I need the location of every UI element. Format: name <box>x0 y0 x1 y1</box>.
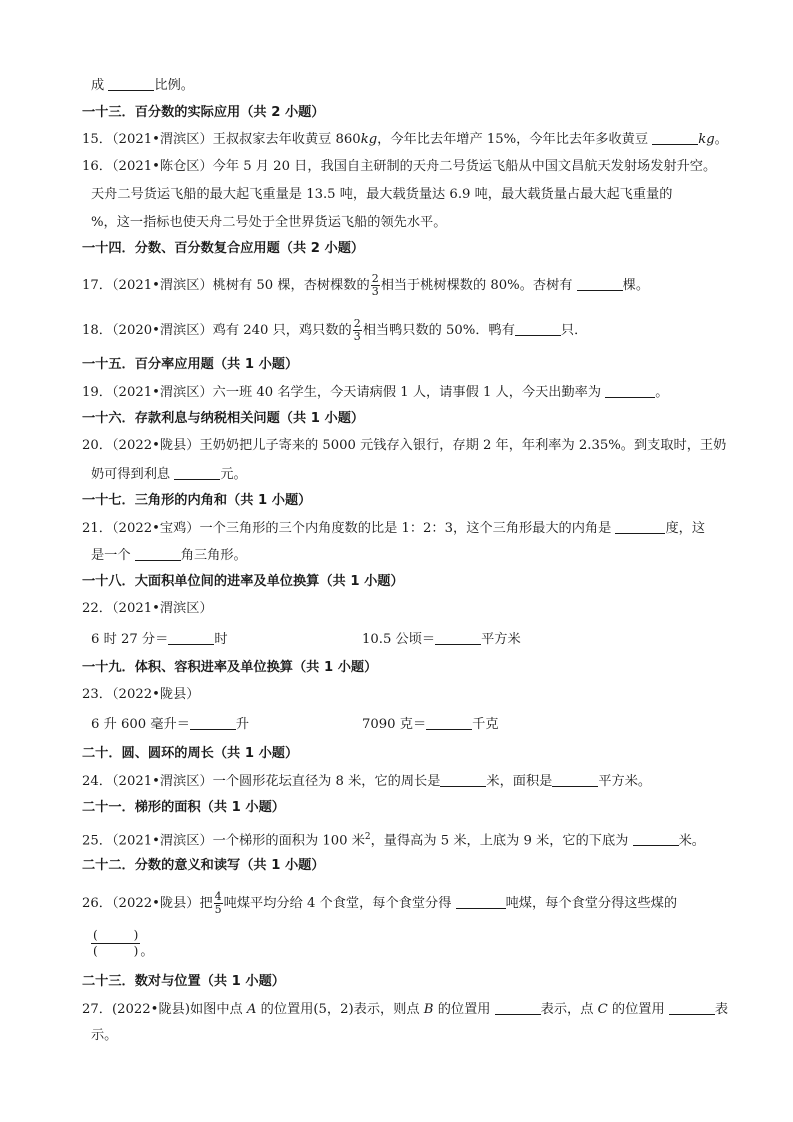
fraction <box>214 891 223 916</box>
text: ，今年比去年增产 15%，今年比去年多收黄豆 <box>377 132 653 147</box>
answer-blank[interactable] <box>633 831 679 846</box>
section-heading-21: 二十一．梯形的面积（共 1 小题） <box>82 800 285 815</box>
text: 的位置用(5，2)表示，则点 <box>256 1002 424 1017</box>
text: 米。 <box>678 833 705 849</box>
question-24 <box>82 772 651 791</box>
text: 平方米 <box>481 632 521 647</box>
text: 表示，点 <box>540 1002 598 1017</box>
question-16-line-1: 16．（2021•陈仓区）今年 5 月 20 日，我国自主研制的天舟二号货运飞船从中国文昌航天发射场发射升空。 <box>82 159 717 174</box>
text: 奶可得到利息 <box>91 467 175 482</box>
question-27-line-2: 示。 <box>91 1028 118 1043</box>
point-label: A <box>246 1002 257 1017</box>
text: 棵。 <box>622 278 650 293</box>
question-18 <box>82 318 587 343</box>
fraction <box>371 273 380 298</box>
question-19 <box>82 383 668 402</box>
answer-blank[interactable] <box>652 130 698 145</box>
text: 升 <box>235 717 250 732</box>
text: 17．（2021•渭滨区）桃树有 50 棵，杏树棵数的 <box>82 278 370 293</box>
question-23-items <box>91 715 249 734</box>
text: 6 时 27 分＝ <box>91 632 169 647</box>
answer-blank[interactable] <box>669 1000 715 1015</box>
question-23-item-2 <box>362 715 499 734</box>
text: 成 <box>91 78 109 93</box>
answer-blank[interactable] <box>577 276 623 291</box>
answer-blank[interactable] <box>135 546 181 561</box>
text: 米，面积是 <box>486 774 553 789</box>
question-15 <box>82 130 728 149</box>
text: %，这一指标也使天舟二号处于全世界货运飞船的领先水平。 <box>91 215 447 230</box>
denominator: 3 <box>353 330 361 343</box>
text: 元。 <box>220 467 247 482</box>
answer-blank[interactable] <box>552 772 598 787</box>
question-21-line-1 <box>82 519 705 538</box>
text: 。 <box>140 944 154 959</box>
text: 相当于桃树棵数的 80%。杏树有 <box>380 278 577 293</box>
text: 18．（2020•渭滨区）鸡有 240 只，鸡只数的 <box>82 323 352 338</box>
numerator: 2 <box>353 317 361 330</box>
text: 25．（2021•渭滨区）一个梯形的面积为 100 米 <box>82 833 365 849</box>
question-22-items <box>91 630 228 649</box>
denominator: 3 <box>371 285 379 298</box>
question-22-header: 22．（2021•渭滨区） <box>82 601 213 616</box>
section-heading-23: 二十三．数对与位置（共 1 小题） <box>82 974 285 989</box>
text: 。 <box>655 385 669 400</box>
text: 15．（2021•渭滨区）王叔叔家去年收黄豆 860 <box>82 132 361 147</box>
question-20-line-2 <box>91 465 247 484</box>
question-26-line-1 <box>82 891 677 916</box>
text: 角三角形。 <box>180 548 247 563</box>
text: 千克 <box>472 717 499 732</box>
text: 时 <box>214 632 228 647</box>
text: 吨煤平均分给 4 个食堂，每个食堂分得 <box>223 896 456 911</box>
answer-blank[interactable] <box>615 519 665 534</box>
question-21-line-2 <box>91 546 247 565</box>
text: 比例。 <box>154 78 194 93</box>
text: 24．（2021•渭滨区）一个圆形花坛直径为 8 米，它的周长是 <box>82 774 441 789</box>
question-25 <box>82 828 705 850</box>
text: 是一个 <box>91 548 135 563</box>
text: 27．(2022•陇县)如图中点 <box>82 1002 247 1017</box>
section-heading-18: 一十八．大面积单位间的进率及单位换算（共 1 小题） <box>82 574 404 589</box>
section-heading-15: 一十五．百分率应用题（共 1 小题） <box>82 357 299 372</box>
text: 只． <box>560 323 588 338</box>
text: ，量得高为 5 米，上底为 9 米，它的下底为 <box>370 833 633 849</box>
answer-blank[interactable] <box>515 321 561 336</box>
answer-blank[interactable] <box>426 715 472 730</box>
denominator-blank[interactable]: ( ) <box>93 944 139 958</box>
answer-blank[interactable] <box>174 465 220 480</box>
answer-blank[interactable] <box>456 894 506 909</box>
answer-blank[interactable] <box>440 772 486 787</box>
text: 度，这 <box>665 521 706 536</box>
text: 19．（2021•渭滨区）六一班 40 名学生，今天请病假 1 人，请事假 1 人，今天出勤率为 <box>82 385 606 400</box>
question-22-item-2 <box>362 630 521 649</box>
answer-blank[interactable] <box>435 630 481 645</box>
fraction <box>353 318 362 343</box>
text: 的位置用 <box>433 1002 495 1017</box>
section-heading-16: 一十六．存款利息与纳税相关问题（共 1 小题） <box>82 411 365 426</box>
text: 7090 克＝ <box>362 717 427 732</box>
answer-blank[interactable] <box>495 1000 541 1015</box>
question-16-line-2: 天舟二号货运飞船的最大起飞重量是 13.5 吨，最大载货量达 6.9 吨，最大载货量占最大起飞重量的 <box>91 187 673 202</box>
text: 。 <box>714 132 728 147</box>
question-20-line-1: 20．（2022•陇县）王奶奶把儿子寄来的 5000 元钱存入银行，存期 2 年，年利率为 2.35%。到支取时，王奶 <box>82 438 727 453</box>
text: 相当鸭只数的 50%．鸭有 <box>362 323 515 338</box>
answer-blank[interactable] <box>605 383 655 398</box>
point-label: C <box>597 1002 608 1017</box>
section-heading-17: 一十七．三角形的内角和（共 1 小题） <box>82 493 312 508</box>
denominator: 5 <box>214 903 222 916</box>
section-heading-19: 一十九．体积、容积进率及单位换算（共 1 小题） <box>82 660 378 675</box>
text: 吨煤，每个食堂分得这些煤的 <box>505 896 678 911</box>
numerator-blank[interactable]: ( ) <box>93 928 139 942</box>
answer-blank[interactable] <box>108 76 154 91</box>
text: 10.5 公顷＝ <box>362 632 436 647</box>
superscript: 2 <box>364 832 371 842</box>
unit: kg <box>360 132 378 147</box>
numerator: 4 <box>214 890 222 903</box>
numerator: 2 <box>371 272 379 285</box>
question-27-line-1 <box>82 1000 728 1019</box>
section-heading-13: 一十三．百分数的实际应用（共 2 小题） <box>82 105 325 120</box>
answer-blank[interactable] <box>168 630 214 645</box>
answer-blank[interactable] <box>190 715 236 730</box>
section-heading-22: 二十二．分数的意义和读写（共 1 小题） <box>82 858 325 873</box>
continuation-line <box>91 76 194 95</box>
question-23-header: 23．（2022•陇县） <box>82 687 200 702</box>
text: 平方米。 <box>598 774 652 789</box>
question-16-line-3 <box>91 213 446 232</box>
text: 21．（2022•宝鸡）一个三角形的三个内角度数的比是 1：2：3，这个三角形最大的内角是 <box>82 521 616 536</box>
unit: kg <box>698 132 715 147</box>
text: 表 <box>714 1002 729 1017</box>
text: 26．（2022•陇县）把 <box>82 896 213 911</box>
text: 的位置用 <box>607 1002 669 1017</box>
question-26-line-2 <box>91 928 154 961</box>
point-label: B <box>423 1002 434 1017</box>
section-heading-14: 一十四．分数、百分数复合应用题（共 2 小题） <box>82 241 365 256</box>
section-heading-20: 二十．圆、圆环的周长（共 1 小题） <box>82 746 299 761</box>
text: 6 升 600 毫升＝ <box>91 717 190 732</box>
fraction-blank[interactable] <box>91 928 140 959</box>
question-17 <box>82 273 649 298</box>
